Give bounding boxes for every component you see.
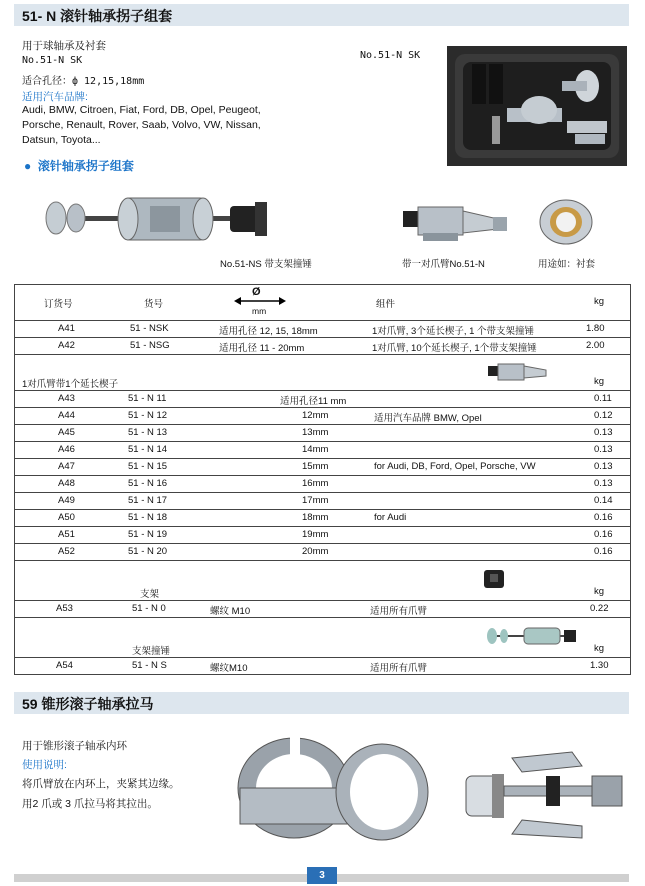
bearing-rings-photo [232,728,432,846]
claw-photo [393,197,513,249]
cell-kg: 0.13 [594,427,613,438]
cell-kg: 2.00 [586,340,605,351]
table-row [14,526,631,544]
claws-header-label: 1对爪臂带1个延长楔子 [22,379,119,390]
cell-size: 13mm [302,427,329,438]
cell-kg: 0.14 [594,495,613,506]
claws-section-header [14,354,631,391]
cell-order: A48 [58,478,75,489]
cell-order: A53 [56,603,73,614]
diameter-symbol: Ø [252,286,261,298]
cell-thread: 螺纹 M10 [210,606,251,617]
cell-item: 51 - N 16 [128,478,168,489]
table-row [14,509,631,527]
cell-set: 适用所有爪臂 [370,663,428,674]
cell-note: for Audi, DB, Ford, Opel, Porsche, VW [374,461,536,472]
table-header [14,284,631,321]
cell-item: 51 - N 11 [128,393,167,404]
cell-item: 51 - N 17 [128,495,168,506]
hammer-thumbnail [484,625,580,647]
table-row [14,600,631,618]
cell-size: 15mm [302,461,329,472]
table-row [14,543,631,561]
puller-photo [462,746,632,846]
bracket-header-kg: kg [594,586,605,597]
cell-order: A41 [58,323,75,334]
diameter-arrow-icon [234,296,286,306]
section2-usage-label: 使用说明: [22,759,67,771]
kit-case-photo [447,46,627,166]
bracket-header-label: 支架 [140,589,160,600]
table-row [14,657,631,675]
cell-size: 17mm [302,495,329,506]
cell-order: A51 [58,529,75,540]
cell-item: 51 - NSG [130,340,170,351]
cell-set: 适用所有爪臂 [370,606,428,617]
cell-size: 16mm [302,478,329,489]
cell-item: 51 - N 14 [128,444,168,455]
section-header-59 [14,692,629,714]
cell-kg: 0.13 [594,478,613,489]
cell-item: 51 - NSK [130,323,169,334]
header-kg: kg [594,296,605,307]
section2-usage-2: 用2 爪或 3 爪拉马将其拉出。 [22,798,158,810]
cell-item: 51 - N 12 [128,410,168,421]
brands-line-3: Datsun, Toyota... [22,134,101,146]
page-number: 3 [307,867,337,884]
section2-usage-1: 将爪臂放在内环上，夹紧其边缘。 [22,778,180,790]
caption-claw: 带一对爪臂No.51-N [402,259,485,270]
header-item-no: 货号 [144,299,164,310]
table-row [14,390,631,408]
cell-item: 51 - N 13 [128,427,168,438]
cell-size: 适用孔径11 mm [280,396,347,407]
table-row [14,337,631,355]
model-text: No.51-N SK [22,55,83,66]
table-row [14,320,631,338]
brands-line-2: Porsche, Renault, Rover, Saab, Volvo, VW, Nissan, [22,119,261,131]
brands-line-1: Audi, BMW, Citroen, Fiat, Ford, DB, Opel, Peugeot, [22,104,261,116]
claws-header-kg: kg [594,376,605,387]
section2-usage: 用于锥形滚子轴承内环 [22,740,127,752]
cell-item: 51 - N 19 [128,529,168,540]
cell-order: A44 [58,410,75,421]
subheading [24,157,134,174]
cell-size: 12mm [302,410,329,421]
cell-order: A47 [58,461,75,472]
cell-item: 51 - N 0 [132,603,166,614]
cell-size: 14mm [302,444,329,455]
bushing-photo [536,197,596,247]
cell-kg: 0.12 [594,410,613,421]
section-title: 59 锥形滚子轴承拉马 [22,696,154,712]
cell-item: 51 - N 15 [128,461,168,472]
caption-ns: No.51-NS 带支架撞锤 [220,259,312,270]
cell-order: A46 [58,444,75,455]
bore-text: 适合孔径：ф 12,15,18mm [22,76,145,87]
cell-kg: 0.13 [594,444,613,455]
cell-order: A45 [58,427,75,438]
table-row [14,441,631,459]
slide-hammer-photo [40,188,280,250]
cell-item: 51 - N 18 [128,512,168,523]
diameter-unit: mm [252,306,267,316]
cell-note: 适用汽车品牌 BMW, Opel [374,413,482,424]
brands-label: 适用汽车品牌: [22,91,88,103]
section-header-51n [14,4,629,26]
cell-note: for Audi [374,512,407,523]
cell-kg: 0.16 [594,529,613,540]
usage-text: 用于球轴承及衬套 [22,40,106,52]
cell-item: 51 - N S [132,660,167,671]
cell-order: A50 [58,512,75,523]
section-title: 51- N 滚针轴承拐子组套 [22,8,173,24]
table-row [14,424,631,442]
table-row [14,407,631,425]
cell-kg: 0.13 [594,461,613,472]
cell-size: 20mm [302,546,329,557]
caption-use: 用途如：衬套 [538,259,596,270]
cell-kg: 1.80 [586,323,605,334]
cell-kg: 1.30 [590,660,609,671]
cell-order: A54 [56,660,73,671]
hammer-header-kg: kg [594,643,605,654]
cell-order: A43 [58,393,75,404]
header-set: 组件 [376,299,396,310]
cell-size: 19mm [302,529,329,540]
cell-desc: 适用孔径 11 - 20mm [219,343,305,354]
table-row [14,475,631,493]
cell-kg: 0.16 [594,512,613,523]
bracket-section-header [14,560,631,601]
bracket-thumbnail [482,566,506,592]
cell-set: 1对爪臂, 10个延长楔子, 1个带支架撞锤 [372,343,537,354]
cell-thread: 螺纹M10 [210,663,248,674]
header-order-no: 订货号 [44,299,73,310]
cell-kg: 0.22 [590,603,609,614]
cell-desc: 适用孔径 12, 15, 18mm [219,326,318,337]
hammer-header-label: 支架撞锤 [132,646,171,657]
table-row [14,492,631,510]
hammer-section-header [14,617,631,658]
bullet-icon: ● [24,159,32,173]
cell-order: A52 [58,546,75,557]
claw-thumbnail [484,360,554,384]
cell-set: 1对爪臂, 3个延长楔子, 1 个带支架撞锤 [372,326,535,337]
photo-label: No.51-N SK [360,50,421,61]
table-row [14,458,631,476]
cell-item: 51 - N 20 [128,546,168,557]
cell-order: A49 [58,495,75,506]
cell-order: A42 [58,340,75,351]
subheading-text: 滚针轴承拐子组套 [37,159,134,173]
cell-kg: 0.11 [594,393,612,404]
cell-kg: 0.16 [594,546,613,557]
cell-size: 18mm [302,512,329,523]
